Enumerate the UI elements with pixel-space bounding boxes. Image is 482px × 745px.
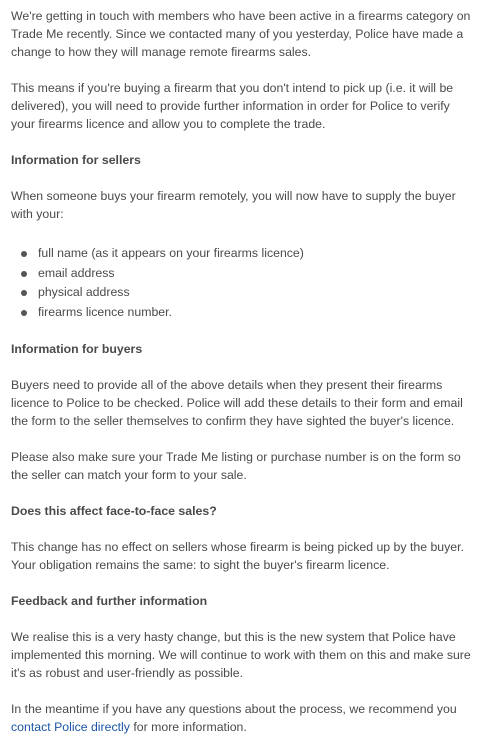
list-item bbox=[11, 244, 472, 264]
contact-paragraph bbox=[11, 700, 472, 736]
bullet-icon bbox=[21, 251, 27, 257]
list-item-text: full name (as it appears on your firearms licence) bbox=[38, 246, 304, 260]
list-item bbox=[11, 283, 472, 303]
contact-text-before: In the meantime if you have any questions about the process, we recommend you bbox=[11, 702, 457, 716]
bullet-icon bbox=[21, 310, 27, 316]
buyers-heading: Information for buyers bbox=[11, 342, 143, 356]
intro-paragraph: We're getting in touch with members who have been active in a firearms category on Trade Me recently. Since we contacted many of you yesterday, Police have made a change to how they will manage remote firearms sales. bbox=[11, 9, 471, 59]
contact-text-after: for more information. bbox=[129, 720, 247, 734]
sellers-intro: When someone buys your firearm remotely, you will now have to supply the buyer with your: bbox=[11, 189, 456, 221]
seller-details-list bbox=[11, 244, 472, 322]
list-item bbox=[11, 303, 472, 323]
listing-number-paragraph: Please also make sure your Trade Me listing or purchase number is on the form so the seller can match your form to your sale. bbox=[11, 450, 461, 482]
sellers-heading: Information for sellers bbox=[11, 153, 141, 167]
delivery-paragraph: This means if you're buying a firearm that you don't intend to pick up (i.e. it will be delivered), you will need to provide further information in order for Police to verify your firearms licence and allow you to complete the trade. bbox=[11, 81, 454, 131]
article-body bbox=[0, 7, 482, 736]
bullet-icon bbox=[21, 271, 27, 277]
contact-police-link[interactable]: contact Police directly bbox=[11, 720, 130, 734]
bullet-icon bbox=[21, 290, 27, 296]
list-item-text: email address bbox=[38, 265, 115, 280]
feedback-paragraph: We realise this is a very hasty change, but this is the new system that Police have implemented this morning. We will continue to work with them on this and make sure it's as robust and user-friendly as possible. bbox=[11, 630, 471, 680]
list-item bbox=[11, 264, 472, 284]
face-to-face-paragraph: This change has no effect on sellers whose firearm is being picked up by the buyer. Your obligation remains the same: to sight the buyer's firearm licence. bbox=[11, 540, 464, 572]
list-item-text: firearms licence number. bbox=[38, 304, 172, 319]
face-to-face-heading: Does this affect face-to-face sales? bbox=[11, 504, 217, 518]
buyers-paragraph: Buyers need to provide all of the above details when they present their firearms licence to Police to be checked. Police will add these details to their form and email the form to the seller themselves to confirm they have sighted the buyer's licence. bbox=[11, 378, 463, 428]
feedback-heading: Feedback and further information bbox=[11, 594, 208, 608]
list-item-text: physical address bbox=[38, 285, 130, 299]
